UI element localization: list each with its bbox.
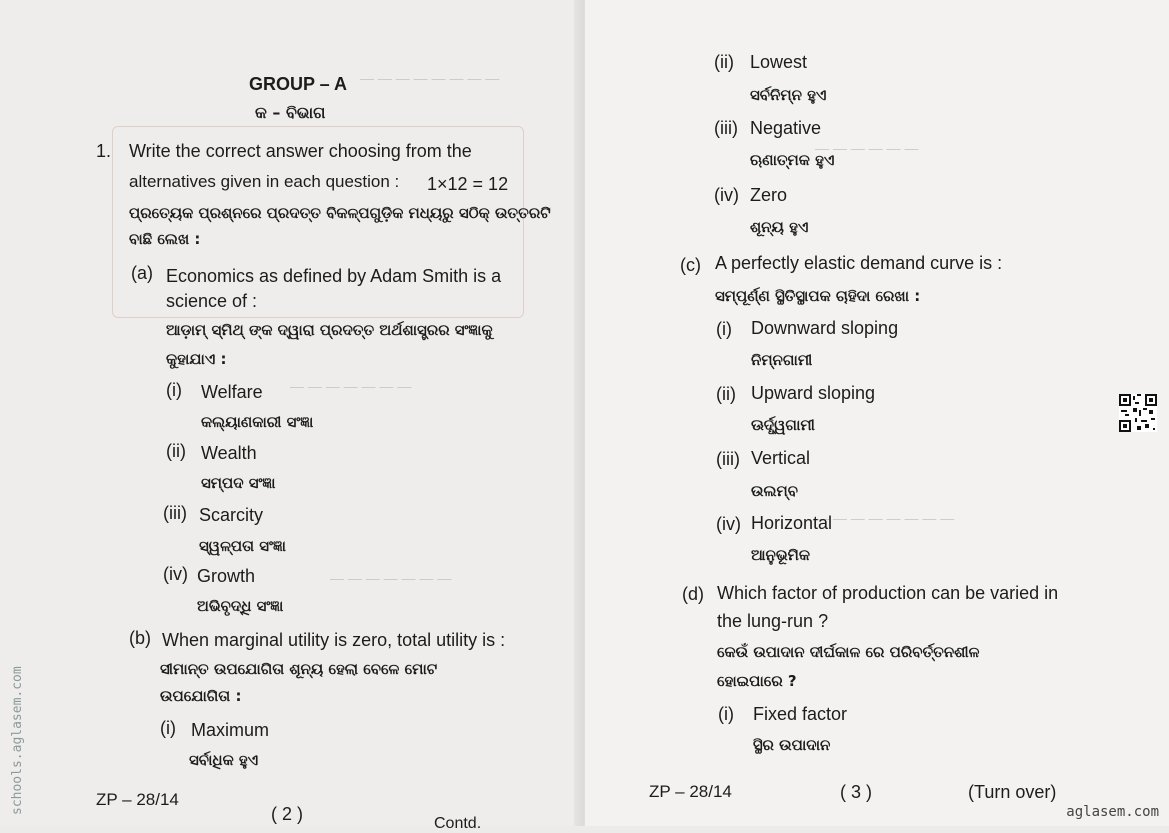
- option-number: (iii): [714, 118, 738, 138]
- option-text: Growth: [197, 566, 256, 586]
- sub-question-d-label: (d): [682, 584, 704, 604]
- right-page: [585, 0, 1169, 826]
- option-number: (ii): [166, 441, 186, 461]
- option-number: (iv): [714, 185, 739, 205]
- option-odia: ଶୂନ୍ୟ ହୁଏ: [750, 218, 809, 236]
- option-text: Wealth: [201, 443, 257, 463]
- question-marks: 1×12 = 12: [427, 174, 509, 194]
- option-text: Horizontal: [751, 513, 833, 533]
- option-text: Vertical: [751, 448, 811, 468]
- bleed-through-text: — — — — — — — —: [815, 510, 955, 526]
- footer-continued: Contd.: [434, 815, 482, 832]
- option-number: (i): [166, 380, 182, 400]
- bleed-through-text: — — — — — — —: [330, 570, 452, 586]
- question-odia-line2: ବାଛି ଲେଖ :: [129, 230, 201, 248]
- sub-question-a-label: (a): [131, 263, 153, 283]
- option-odia: ସର୍ବନିମ୍ନ ହୁଏ: [750, 86, 827, 104]
- sub-question-d-line1: Which factor of production can be varied in: [717, 583, 1059, 603]
- option-text: Downward sloping: [751, 318, 899, 338]
- question-number: 1.: [96, 141, 112, 161]
- group-title: GROUP – A: [249, 74, 348, 94]
- bleed-through-text: — — — — — — — —: [360, 70, 500, 86]
- sub-question-d-odia2: ହୋଇପାରେ ?: [717, 672, 797, 690]
- option-number: (iv): [716, 514, 741, 534]
- question-odia-line1: ପ୍ରତ୍ୟେକ ପ୍ରଶ୍ନରେ ପ୍ରଦତ୍ତ ବିକଳ୍ପଗୁଡ଼ିକ ମଧ୍ୟରୁ ସଠିକ୍ ଉତ୍ତରଟି: [129, 204, 551, 222]
- option-odia: ସ୍ୱଳ୍ପତା ସଂଜ୍ଞା: [199, 537, 286, 555]
- footer-paper-code: ZP – 28/14: [649, 782, 732, 801]
- sub-question-a-odia2: କୁହାଯାଏ :: [166, 350, 227, 368]
- footer-page-number: ( 3 ): [840, 782, 873, 802]
- option-number: (ii): [714, 52, 734, 72]
- group-title-odia: କ – ବିଭାଗ: [255, 103, 326, 122]
- option-odia: ଊର୍ଦ୍ଧ୍ୱଗାମୀ: [751, 416, 815, 434]
- option-number: (ii): [716, 384, 736, 404]
- sub-question-b-label: (b): [129, 628, 151, 648]
- option-text: Lowest: [750, 52, 808, 72]
- question-text-line2: alternatives given in each question :: [129, 172, 400, 191]
- option-number: (i): [716, 319, 732, 339]
- option-number: (i): [718, 704, 734, 724]
- option-odia: ସର୍ବାଧିକ ହୁଏ: [189, 751, 259, 769]
- option-number: (i): [160, 718, 176, 738]
- sub-question-c-odia1: ସମ୍ପୂର୍ଣ୍ଣ ସ୍ଥିତିସ୍ଥାପକ ଚାହିଦା ରେଖା :: [715, 287, 921, 305]
- option-odia: ଆନୁଭୂମିକ: [751, 546, 810, 564]
- sub-question-b-line1: When marginal utility is zero, total utility is :: [162, 630, 506, 650]
- question-text-line1: Write the correct answer choosing from the: [129, 141, 472, 161]
- option-odia: ଋଣାତ୍ମକ ହୁଏ: [750, 151, 835, 169]
- option-odia: ଉଲମ୍ବ: [751, 482, 798, 500]
- option-number: (iv): [163, 564, 188, 584]
- option-odia: ଅଭିବୃଦ୍ଧି ସଂଜ୍ଞା: [197, 597, 284, 615]
- footer-page-number: ( 2 ): [271, 804, 304, 824]
- sub-question-b-odia1: ସୀମାନ୍ତ ଉପଯୋଗିତା ଶୂନ୍ୟ ହେଲା ବେଳେ ମୋଟ: [160, 660, 438, 678]
- side-watermark: schools.aglasem.com: [10, 666, 25, 815]
- option-text: Maximum: [191, 720, 270, 740]
- option-text: Fixed factor: [753, 704, 848, 724]
- option-number: (iii): [716, 449, 740, 469]
- sub-question-a-line2: science of :: [166, 291, 258, 311]
- option-text: Welfare: [201, 382, 263, 402]
- option-odia: କଲ୍ୟାଣକାରୀ ସଂଜ୍ଞା: [201, 413, 314, 431]
- sub-question-c-label: (c): [680, 255, 701, 275]
- left-page: [0, 0, 585, 832]
- qr-code-icon: [1119, 394, 1157, 432]
- option-odia: ସ୍ଥିର ଉପାଦାନ: [753, 736, 831, 754]
- option-text: Negative: [750, 118, 822, 138]
- sub-question-c-line1: A perfectly elastic demand curve is :: [715, 253, 1003, 273]
- footer-paper-code: ZP – 28/14: [96, 790, 179, 809]
- corner-watermark: aglasem.com: [1066, 804, 1159, 820]
- sub-question-a-line1: Economics as defined by Adam Smith is a: [166, 266, 502, 286]
- bleed-through-text: — — — — — —: [815, 140, 919, 156]
- option-text: Upward sloping: [751, 383, 876, 403]
- option-odia: ନିମ୍ନଗାମୀ: [751, 351, 813, 369]
- option-odia: ସମ୍ପଦ ସଂଜ୍ଞା: [201, 474, 276, 492]
- sub-question-d-line2: the lung-run ?: [717, 611, 829, 631]
- bleed-through-text: — — — — — — —: [290, 378, 412, 394]
- sub-question-a-odia1: ଆଡ଼ାମ୍ ସ୍ମିଥ୍ ଙ୍କ ଦ୍ୱାରା ପ୍ରଦତ୍ତ ଅର୍ଥଶାସ୍ତ୍ରର ସଂଜ୍ଞାକୁ: [166, 321, 493, 339]
- option-number: (iii): [163, 503, 187, 523]
- sub-question-b-odia2: ଉପଯୋଗିତା :: [160, 687, 242, 705]
- sub-question-d-odia1: କେଉଁ ଉପାଦାନ ଦୀର୍ଘକାଳ ରେ ପରିବର୍ତ୍ତନଶୀଳ: [717, 643, 980, 661]
- option-text: Scarcity: [199, 505, 264, 525]
- footer-turn-over: (Turn over): [968, 782, 1057, 802]
- option-text: Zero: [750, 185, 788, 205]
